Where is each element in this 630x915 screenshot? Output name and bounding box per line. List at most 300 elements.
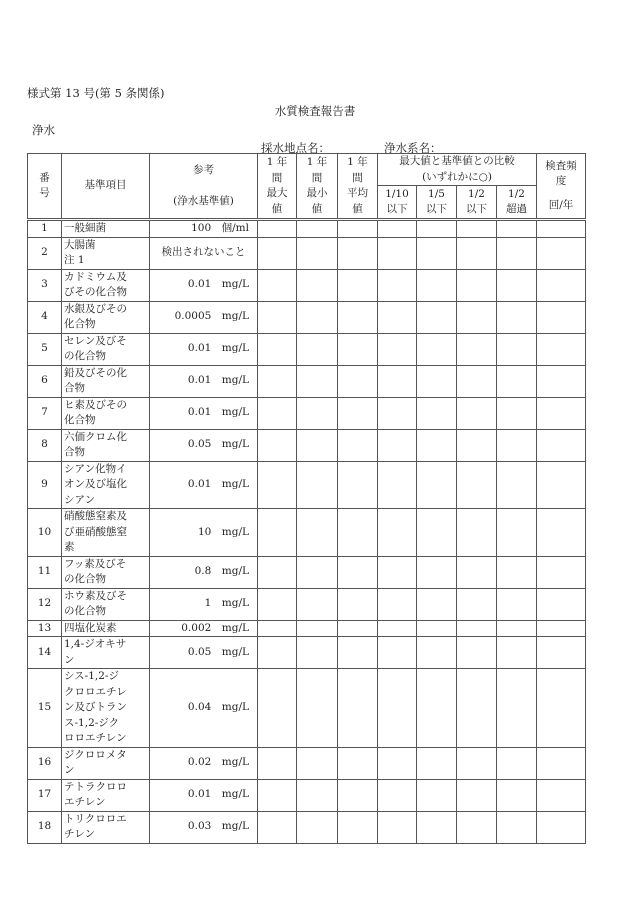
row-number: 2 [28, 237, 62, 269]
text-line: 検査頻 [545, 159, 577, 172]
row-item [62, 779, 150, 811]
cell-frequency[interactable] [537, 588, 586, 620]
category-label: 浄水 [32, 123, 55, 137]
cell-cmp-1-2[interactable] [457, 620, 497, 637]
table-row [28, 333, 586, 365]
text-line: 平均 [347, 187, 368, 199]
cell-cmp-1-10[interactable] [378, 301, 417, 333]
cell-min-value[interactable] [297, 397, 338, 429]
row-reference: 1 mg/L [150, 588, 258, 620]
cell-max-value[interactable] [258, 509, 297, 557]
text-line: の化合物 [64, 605, 106, 617]
row-number: 3 [28, 269, 62, 301]
cell-max-value[interactable] [258, 747, 297, 779]
row-number: 11 [28, 556, 62, 588]
cell-max-value[interactable] [258, 811, 297, 843]
cell-cmp-1-10[interactable] [378, 669, 417, 748]
table-row [28, 556, 586, 588]
cell-min-value[interactable] [297, 301, 338, 333]
cell-avg-value[interactable] [338, 556, 378, 588]
row-number: 4 [28, 301, 62, 333]
cell-cmp-1-5[interactable] [417, 747, 457, 779]
text-line: の化合物 [64, 573, 106, 585]
row-reference: 検出されないこと [150, 237, 258, 269]
text-line: び亜硝酸態窒 [64, 525, 127, 538]
cell-frequency[interactable] [537, 269, 586, 301]
cell-cmp-1-10[interactable] [378, 429, 417, 461]
row-number: 16 [28, 747, 62, 779]
text-line: オン及び塩化 [64, 478, 127, 490]
reference-title: 参考 [193, 164, 214, 176]
cell-cmp-1-5[interactable] [417, 397, 457, 429]
text-line: 1/5 [428, 187, 445, 200]
water-system-label: 浄水系名： [384, 141, 442, 155]
cell-cmp-1-5[interactable] [417, 509, 457, 557]
cell-cmp-1-10[interactable] [378, 237, 417, 269]
cell-cmp-over-1-2[interactable] [497, 620, 537, 637]
header-comparison-col [378, 186, 417, 220]
cell-max-value[interactable] [258, 669, 297, 748]
cell-frequency[interactable] [537, 811, 586, 843]
cell-avg-value[interactable] [338, 397, 378, 429]
row-item [62, 237, 150, 269]
header-min [297, 154, 338, 220]
cell-avg-value[interactable] [338, 301, 378, 333]
row-reference: 0.01 mg/L [150, 397, 258, 429]
cell-max-value[interactable] [258, 365, 297, 397]
cell-cmp-over-1-2[interactable] [497, 365, 537, 397]
cell-frequency[interactable] [537, 429, 586, 461]
text-line: 値 [271, 202, 283, 215]
cell-cmp-1-10[interactable] [378, 333, 417, 365]
row-number: 14 [28, 637, 62, 669]
cell-frequency[interactable] [537, 301, 586, 333]
cell-cmp-over-1-2[interactable] [497, 779, 537, 811]
cell-cmp-1-5[interactable] [417, 269, 457, 301]
text-line: 間 [271, 171, 283, 184]
cell-frequency[interactable] [537, 669, 586, 748]
text-line: トリクロロエ [64, 812, 127, 825]
row-item [62, 301, 150, 333]
row-item [62, 461, 150, 509]
cell-min-value[interactable] [297, 220, 338, 238]
cell-cmp-1-5[interactable] [417, 333, 457, 365]
cell-cmp-1-2[interactable] [457, 747, 497, 779]
cell-cmp-1-2[interactable] [457, 269, 497, 301]
cell-cmp-1-2[interactable] [457, 811, 497, 843]
row-reference: 0.03 mg/L [150, 811, 258, 843]
cell-min-value[interactable] [297, 779, 338, 811]
table-row [28, 747, 586, 779]
cell-cmp-1-10[interactable] [378, 620, 417, 637]
cell-max-value[interactable] [258, 301, 297, 333]
row-item [62, 588, 150, 620]
text-line: セレン及びそ [64, 334, 127, 347]
row-number: 17 [28, 779, 62, 811]
cell-frequency[interactable] [537, 237, 586, 269]
cell-cmp-1-5[interactable] [417, 301, 457, 333]
cell-cmp-over-1-2[interactable] [497, 637, 537, 669]
table-row [28, 461, 586, 509]
table-row [28, 669, 586, 748]
text-line: 1/2 [508, 187, 525, 200]
text-line: 1,4-ジオキサ [64, 638, 127, 650]
cell-cmp-1-5[interactable] [417, 637, 457, 669]
cell-avg-value[interactable] [338, 365, 378, 397]
row-number: 15 [28, 669, 62, 748]
cell-cmp-1-2[interactable] [457, 301, 497, 333]
row-number: 1 [28, 220, 62, 238]
table-row [28, 237, 586, 269]
header-frequency [537, 154, 586, 220]
cell-min-value[interactable] [297, 556, 338, 588]
row-item [62, 747, 150, 779]
cell-avg-value[interactable] [338, 811, 378, 843]
text-line: ロロエチレン [64, 732, 127, 744]
cell-cmp-1-10[interactable] [378, 509, 417, 557]
cell-min-value[interactable] [297, 669, 338, 748]
cell-min-value[interactable] [297, 461, 338, 509]
cell-cmp-1-2[interactable] [457, 556, 497, 588]
cell-min-value[interactable] [297, 509, 338, 557]
inspection-table [27, 153, 586, 844]
cell-avg-value[interactable] [338, 237, 378, 269]
cell-cmp-1-5[interactable] [417, 237, 457, 269]
row-item [62, 269, 150, 301]
text-line: カドミウム及 [64, 270, 127, 283]
cell-cmp-1-2[interactable] [457, 588, 497, 620]
cell-cmp-1-2[interactable] [457, 365, 497, 397]
row-reference: 100 個/ml [150, 220, 258, 238]
cell-max-value[interactable] [258, 779, 297, 811]
cell-cmp-1-10[interactable] [378, 461, 417, 509]
cell-frequency[interactable] [537, 397, 586, 429]
cell-frequency[interactable] [537, 220, 586, 238]
row-reference: 0.04 mg/L [150, 669, 258, 748]
text-line: 以下 [426, 203, 447, 215]
cell-min-value[interactable] [297, 811, 338, 843]
cell-frequency[interactable] [537, 779, 586, 811]
cell-cmp-1-10[interactable] [378, 365, 417, 397]
cell-cmp-1-10[interactable] [378, 811, 417, 843]
row-reference: 0.002 mg/L [150, 620, 258, 637]
row-number: 5 [28, 333, 62, 365]
cell-avg-value[interactable] [338, 779, 378, 811]
text-line: 間 [352, 171, 363, 184]
cell-frequency[interactable] [537, 637, 586, 669]
text-line: ホウ素及びそ [64, 589, 127, 602]
header-item: 基準項目 [62, 154, 150, 220]
cell-cmp-over-1-2[interactable] [497, 429, 537, 461]
cell-max-value[interactable] [258, 237, 297, 269]
text-line: エチレン [64, 796, 106, 808]
cell-frequency[interactable] [537, 461, 586, 509]
row-number: 13 [28, 620, 62, 637]
cell-cmp-over-1-2[interactable] [497, 509, 537, 557]
row-item [62, 397, 150, 429]
text-line: 度 [555, 175, 567, 188]
cell-cmp-over-1-2[interactable] [497, 333, 537, 365]
table-row [28, 301, 586, 333]
cell-avg-value[interactable] [338, 620, 378, 637]
cell-cmp-1-10[interactable] [378, 637, 417, 669]
table-row [28, 779, 586, 811]
cell-avg-value[interactable] [338, 588, 378, 620]
header-reference [150, 154, 258, 220]
cell-cmp-over-1-2[interactable] [497, 397, 537, 429]
header-comparison-col [417, 186, 457, 220]
reference-subtitle: (浄水基準値) [173, 194, 234, 207]
text-line: の化合物 [64, 350, 106, 362]
cell-cmp-1-10[interactable] [378, 269, 417, 301]
row-number: 18 [28, 811, 62, 843]
cell-cmp-over-1-2[interactable] [497, 301, 537, 333]
row-item [62, 220, 150, 238]
cell-max-value[interactable] [258, 333, 297, 365]
text-line: 水銀及びその [64, 302, 127, 315]
cell-frequency[interactable] [537, 365, 586, 397]
text-line: 号 [39, 187, 50, 199]
cell-cmp-1-10[interactable] [378, 397, 417, 429]
text-line: ス-1,2-ジク [64, 716, 120, 729]
row-item [62, 620, 150, 637]
cell-cmp-over-1-2[interactable] [497, 237, 537, 269]
cell-cmp-1-5[interactable] [417, 365, 457, 397]
cell-min-value[interactable] [297, 747, 338, 779]
cell-avg-value[interactable] [338, 333, 378, 365]
cell-avg-value[interactable] [338, 461, 378, 509]
cell-cmp-1-2[interactable] [457, 509, 497, 557]
row-reference: 10 mg/L [150, 509, 258, 557]
row-number: 9 [28, 461, 62, 509]
row-number: 10 [28, 509, 62, 557]
text-line: 鉛及びその化 [64, 366, 127, 379]
table-row [28, 588, 586, 620]
table-row [28, 509, 586, 557]
text-line: 最大 [266, 187, 288, 199]
row-reference: 0.02 mg/L [150, 747, 258, 779]
text-line: 化合物 [64, 414, 96, 426]
row-reference: 0.8 mg/L [150, 556, 258, 588]
cell-cmp-1-5[interactable] [417, 220, 457, 238]
cell-min-value[interactable] [297, 429, 338, 461]
cell-cmp-1-5[interactable] [417, 620, 457, 637]
row-reference: 0.01 mg/L [150, 269, 258, 301]
table-row [28, 429, 586, 461]
text-line: 番 [39, 171, 50, 184]
text-line: ン [64, 764, 75, 776]
form-number: 様式第 13 号(第 5 条関係) [27, 86, 165, 100]
cell-avg-value[interactable] [338, 220, 378, 238]
cell-cmp-over-1-2[interactable] [497, 461, 537, 509]
cell-cmp-1-2[interactable] [457, 397, 497, 429]
row-reference: 0.0005 mg/L [150, 301, 258, 333]
cell-cmp-over-1-2[interactable] [497, 588, 537, 620]
text-line: 値 [311, 202, 323, 215]
cell-cmp-1-5[interactable] [417, 461, 457, 509]
cell-cmp-1-10[interactable] [378, 556, 417, 588]
cell-cmp-1-2[interactable] [457, 669, 497, 748]
text-line: 合物 [64, 446, 85, 458]
row-reference: 0.01 mg/L [150, 365, 258, 397]
document-title: 水質検査報告書 [274, 104, 356, 118]
row-reference: 0.01 mg/L [150, 461, 258, 509]
text-line: 化合物 [64, 318, 96, 330]
text-line: チレン [64, 828, 96, 840]
cell-min-value[interactable] [297, 365, 338, 397]
cell-cmp-1-5[interactable] [417, 811, 457, 843]
cell-avg-value[interactable] [338, 669, 378, 748]
cell-frequency[interactable] [537, 509, 586, 557]
cell-cmp-over-1-2[interactable] [497, 747, 537, 779]
text-line: 四塩化炭素 [64, 621, 117, 634]
table-row [28, 220, 586, 238]
text-line: ヒ素及びその [64, 398, 127, 411]
row-number: 7 [28, 397, 62, 429]
cell-max-value[interactable] [258, 620, 297, 637]
table-row [28, 269, 586, 301]
table-row [28, 365, 586, 397]
header-comparison-col [497, 186, 537, 220]
table-row [28, 811, 586, 843]
cell-min-value[interactable] [297, 269, 338, 301]
row-item [62, 333, 150, 365]
text-line: テトラクロロ [64, 780, 127, 793]
row-item [62, 365, 150, 397]
text-line: シアン [64, 493, 96, 506]
text-line: ン [64, 653, 75, 666]
row-item [62, 556, 150, 588]
text-line: 硝酸態窒素及 [64, 510, 127, 522]
text-line: クロロエチレ [64, 685, 127, 698]
cell-min-value[interactable] [297, 637, 338, 669]
text-line: 最大値と基準値との比較 [399, 155, 515, 167]
text-line: ジクロロメタ [64, 748, 127, 761]
cell-cmp-over-1-2[interactable] [497, 220, 537, 238]
row-number: 12 [28, 588, 62, 620]
cell-max-value[interactable] [258, 429, 297, 461]
cell-cmp-1-2[interactable] [457, 461, 497, 509]
row-item [62, 509, 150, 557]
text-line: シス-1,2-ジ [64, 670, 119, 682]
table-row [28, 620, 586, 637]
text-line: 1 年 [347, 156, 368, 168]
cell-max-value[interactable] [258, 220, 297, 238]
cell-min-value[interactable] [297, 620, 338, 637]
row-item [62, 811, 150, 843]
cell-cmp-over-1-2[interactable] [497, 269, 537, 301]
cell-cmp-1-5[interactable] [417, 429, 457, 461]
cell-max-value[interactable] [258, 588, 297, 620]
text-line: 以下 [386, 203, 408, 215]
cell-frequency[interactable] [537, 747, 586, 779]
text-line: 最小 [306, 187, 328, 199]
text-line: シアン化物イ [64, 462, 127, 475]
cell-cmp-1-5[interactable] [417, 669, 457, 748]
cell-max-value[interactable] [258, 269, 297, 301]
cell-avg-value[interactable] [338, 509, 378, 557]
cell-max-value[interactable] [258, 637, 297, 669]
text-line: 1 年 [266, 156, 288, 168]
cell-avg-value[interactable] [338, 429, 378, 461]
cell-cmp-1-10[interactable] [378, 779, 417, 811]
text-line: 注 1 [64, 254, 85, 266]
cell-min-value[interactable] [297, 588, 338, 620]
cell-avg-value[interactable] [338, 637, 378, 669]
header-max [258, 154, 297, 220]
header-row-1 [28, 154, 586, 186]
text-line: フッ素及びそ [64, 557, 127, 570]
row-item [62, 429, 150, 461]
text-line: 1 年 [306, 156, 328, 168]
cell-max-value[interactable] [258, 556, 297, 588]
cell-cmp-1-5[interactable] [417, 556, 457, 588]
table-row [28, 637, 586, 669]
cell-cmp-1-10[interactable] [378, 588, 417, 620]
text-line: 1/10 [385, 187, 409, 200]
cell-cmp-1-2[interactable] [457, 220, 497, 238]
text-line: 間 [311, 171, 323, 184]
row-reference: 0.05 mg/L [150, 637, 258, 669]
cell-cmp-over-1-2[interactable] [497, 669, 537, 748]
sampling-site-label: 採水地点名： [261, 141, 330, 155]
cell-frequency[interactable] [537, 333, 586, 365]
cell-cmp-1-2[interactable] [457, 237, 497, 269]
cell-cmp-1-5[interactable] [417, 779, 457, 811]
row-reference: 0.01 mg/L [150, 779, 258, 811]
cell-cmp-1-2[interactable] [457, 637, 497, 669]
cell-min-value[interactable] [297, 237, 338, 269]
row-item [62, 637, 150, 669]
text-line: 超過 [506, 203, 527, 215]
text-line: (いずれかに○) [422, 170, 492, 183]
cell-cmp-1-10[interactable] [378, 220, 417, 238]
cell-cmp-1-10[interactable] [378, 747, 417, 779]
row-reference: 0.01 mg/L [150, 333, 258, 365]
text-line: 1/2 [468, 187, 485, 200]
table-row [28, 397, 586, 429]
cell-avg-value[interactable] [338, 747, 378, 779]
cell-max-value[interactable] [258, 461, 297, 509]
text-line: 以下 [466, 203, 487, 215]
cell-cmp-1-2[interactable] [457, 429, 497, 461]
cell-max-value[interactable] [258, 397, 297, 429]
text-line: 一般細菌 [64, 222, 106, 234]
text-line: 合物 [64, 382, 85, 394]
row-item [62, 669, 150, 748]
header-number [28, 154, 62, 220]
text-line: 大腸菌 [64, 238, 96, 251]
header-comparison-col [457, 186, 497, 220]
text-line: 六価クロム化 [64, 430, 127, 443]
text-line: ン及びトラン [64, 701, 127, 713]
text-line: 素 [64, 541, 75, 553]
text-line: びその化合物 [64, 286, 127, 298]
cell-frequency[interactable] [537, 556, 586, 588]
cell-cmp-over-1-2[interactable] [497, 556, 537, 588]
frequency-title [539, 159, 583, 190]
cell-min-value[interactable] [297, 333, 338, 365]
header-avg [338, 154, 378, 220]
header-comparison [378, 154, 537, 186]
cell-cmp-over-1-2[interactable] [497, 811, 537, 843]
cell-cmp-1-2[interactable] [457, 333, 497, 365]
cell-avg-value[interactable] [338, 269, 378, 301]
cell-cmp-1-5[interactable] [417, 588, 457, 620]
row-number: 8 [28, 429, 62, 461]
cell-frequency[interactable] [537, 620, 586, 637]
cell-cmp-1-2[interactable] [457, 779, 497, 811]
